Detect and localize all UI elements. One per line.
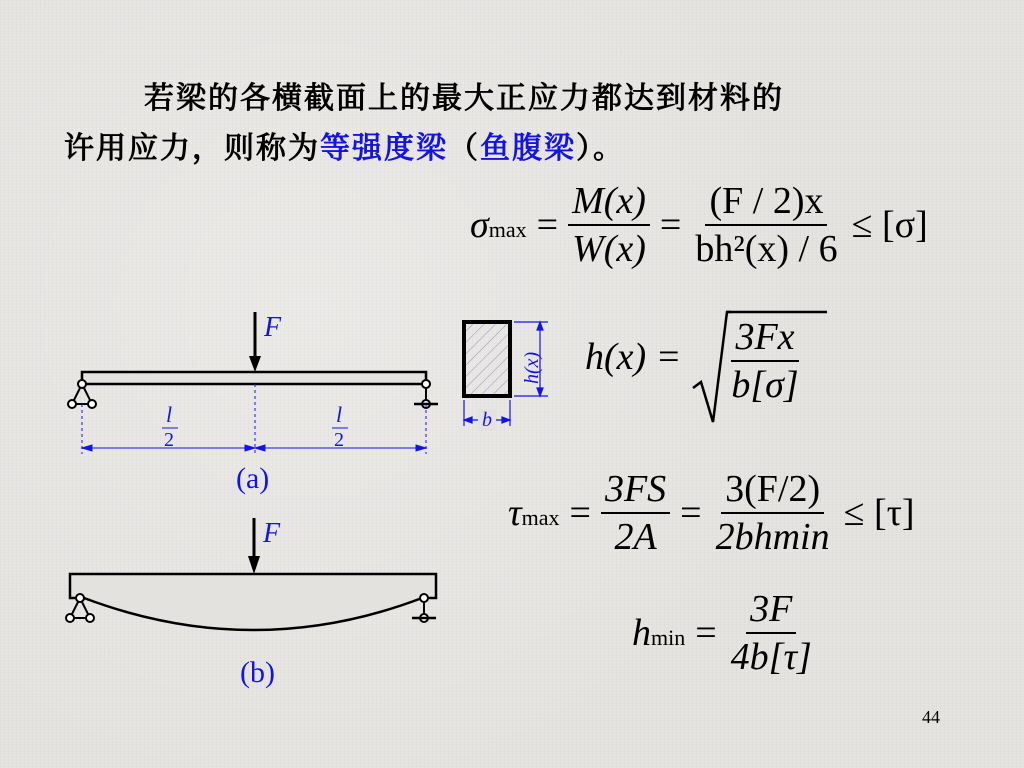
equals-sign: = xyxy=(680,492,702,534)
term-equal-strength-beam: 等强度梁 xyxy=(320,131,448,166)
caption-b: (b) xyxy=(240,656,275,689)
numerator-3FS: 3FS xyxy=(601,470,670,514)
h-symbol: h xyxy=(632,612,651,654)
denominator-4btau: 4b[τ] xyxy=(730,636,812,678)
paragraph-line-2 xyxy=(64,124,970,174)
paren-open: （ xyxy=(448,131,480,166)
square-root xyxy=(691,310,802,404)
radical-bar xyxy=(727,310,827,314)
section-h-label: h(x) xyxy=(521,351,543,384)
span-label-l-right: l xyxy=(336,402,343,427)
tau-symbol: τ xyxy=(508,492,522,534)
max-subscript: max xyxy=(521,505,560,530)
inequality-tau: ≤ [τ] xyxy=(843,492,915,534)
section-b-label: b xyxy=(482,409,492,431)
span-label-2-left: 2 xyxy=(164,429,174,451)
caption-a: (a) xyxy=(236,462,270,495)
equals-sign: = xyxy=(569,492,591,534)
fraction-3FS-over-2A xyxy=(601,470,670,556)
formula-sigma-max xyxy=(470,182,928,268)
beam-diagram-a xyxy=(60,300,520,500)
span-label-2-right: 2 xyxy=(334,429,344,451)
numerator-3F2: 3(F/2) xyxy=(721,470,824,514)
term-fish-belly-beam: 鱼腹梁 xyxy=(480,131,576,166)
formula-h-of-x xyxy=(585,310,803,404)
cross-section-diagram xyxy=(458,316,558,446)
numerator-M: M(x) xyxy=(568,182,650,226)
fish-belly-beam-body xyxy=(70,574,436,630)
load-label-F: F xyxy=(264,312,282,343)
span-label-l-left: l xyxy=(166,402,173,427)
dimension-lines xyxy=(82,384,426,454)
denominator-bh2: bh²(x) / 6 xyxy=(695,228,838,270)
beam-diagram-b xyxy=(58,512,478,652)
min-subscript: min xyxy=(651,625,686,650)
fraction-3Fx-over-bsigma xyxy=(727,318,802,404)
paren-close: ）。 xyxy=(576,131,625,166)
fraction-3F2-over-2bhmin xyxy=(712,470,834,556)
fraction-F-over-bh2 xyxy=(691,182,841,268)
numerator-F2x: (F / 2)x xyxy=(705,182,827,226)
numerator-3F: 3F xyxy=(746,590,796,634)
max-subscript: max xyxy=(488,217,527,242)
fraction-M-over-W xyxy=(568,182,650,268)
formula-h-min xyxy=(632,590,816,676)
page-number: 44 xyxy=(922,707,940,727)
paragraph-line-1: 若梁的各横截面上的最大正应力都达到材料的 xyxy=(144,81,784,116)
equals-sign: = xyxy=(659,204,682,246)
equals-sign: = xyxy=(536,204,559,246)
denominator-2A: 2A xyxy=(614,516,657,558)
equals-sign: = xyxy=(695,612,717,654)
paragraph-text: 许用应力，则称为 xyxy=(64,131,320,166)
fraction-3F-over-4btau xyxy=(727,590,816,676)
load-arrow-icon xyxy=(249,312,261,372)
radical-sign-icon xyxy=(691,310,731,426)
formula-tau-max xyxy=(508,470,915,556)
inequality-sigma: ≤ [σ] xyxy=(851,204,928,246)
sigma-symbol: σ xyxy=(470,204,489,246)
beam-body xyxy=(82,372,426,384)
numerator-3Fx: 3Fx xyxy=(731,318,798,362)
section-rect xyxy=(464,322,510,396)
intro-paragraph xyxy=(64,74,970,174)
denominator-2bhmin: 2bhmin xyxy=(715,516,830,558)
load-label-F: F xyxy=(263,518,281,549)
denominator-bsigma: b[σ] xyxy=(731,364,799,406)
load-arrow-icon xyxy=(248,518,260,574)
h-of-x-label: h(x) = xyxy=(585,336,682,378)
denominator-W: W(x) xyxy=(572,228,646,270)
